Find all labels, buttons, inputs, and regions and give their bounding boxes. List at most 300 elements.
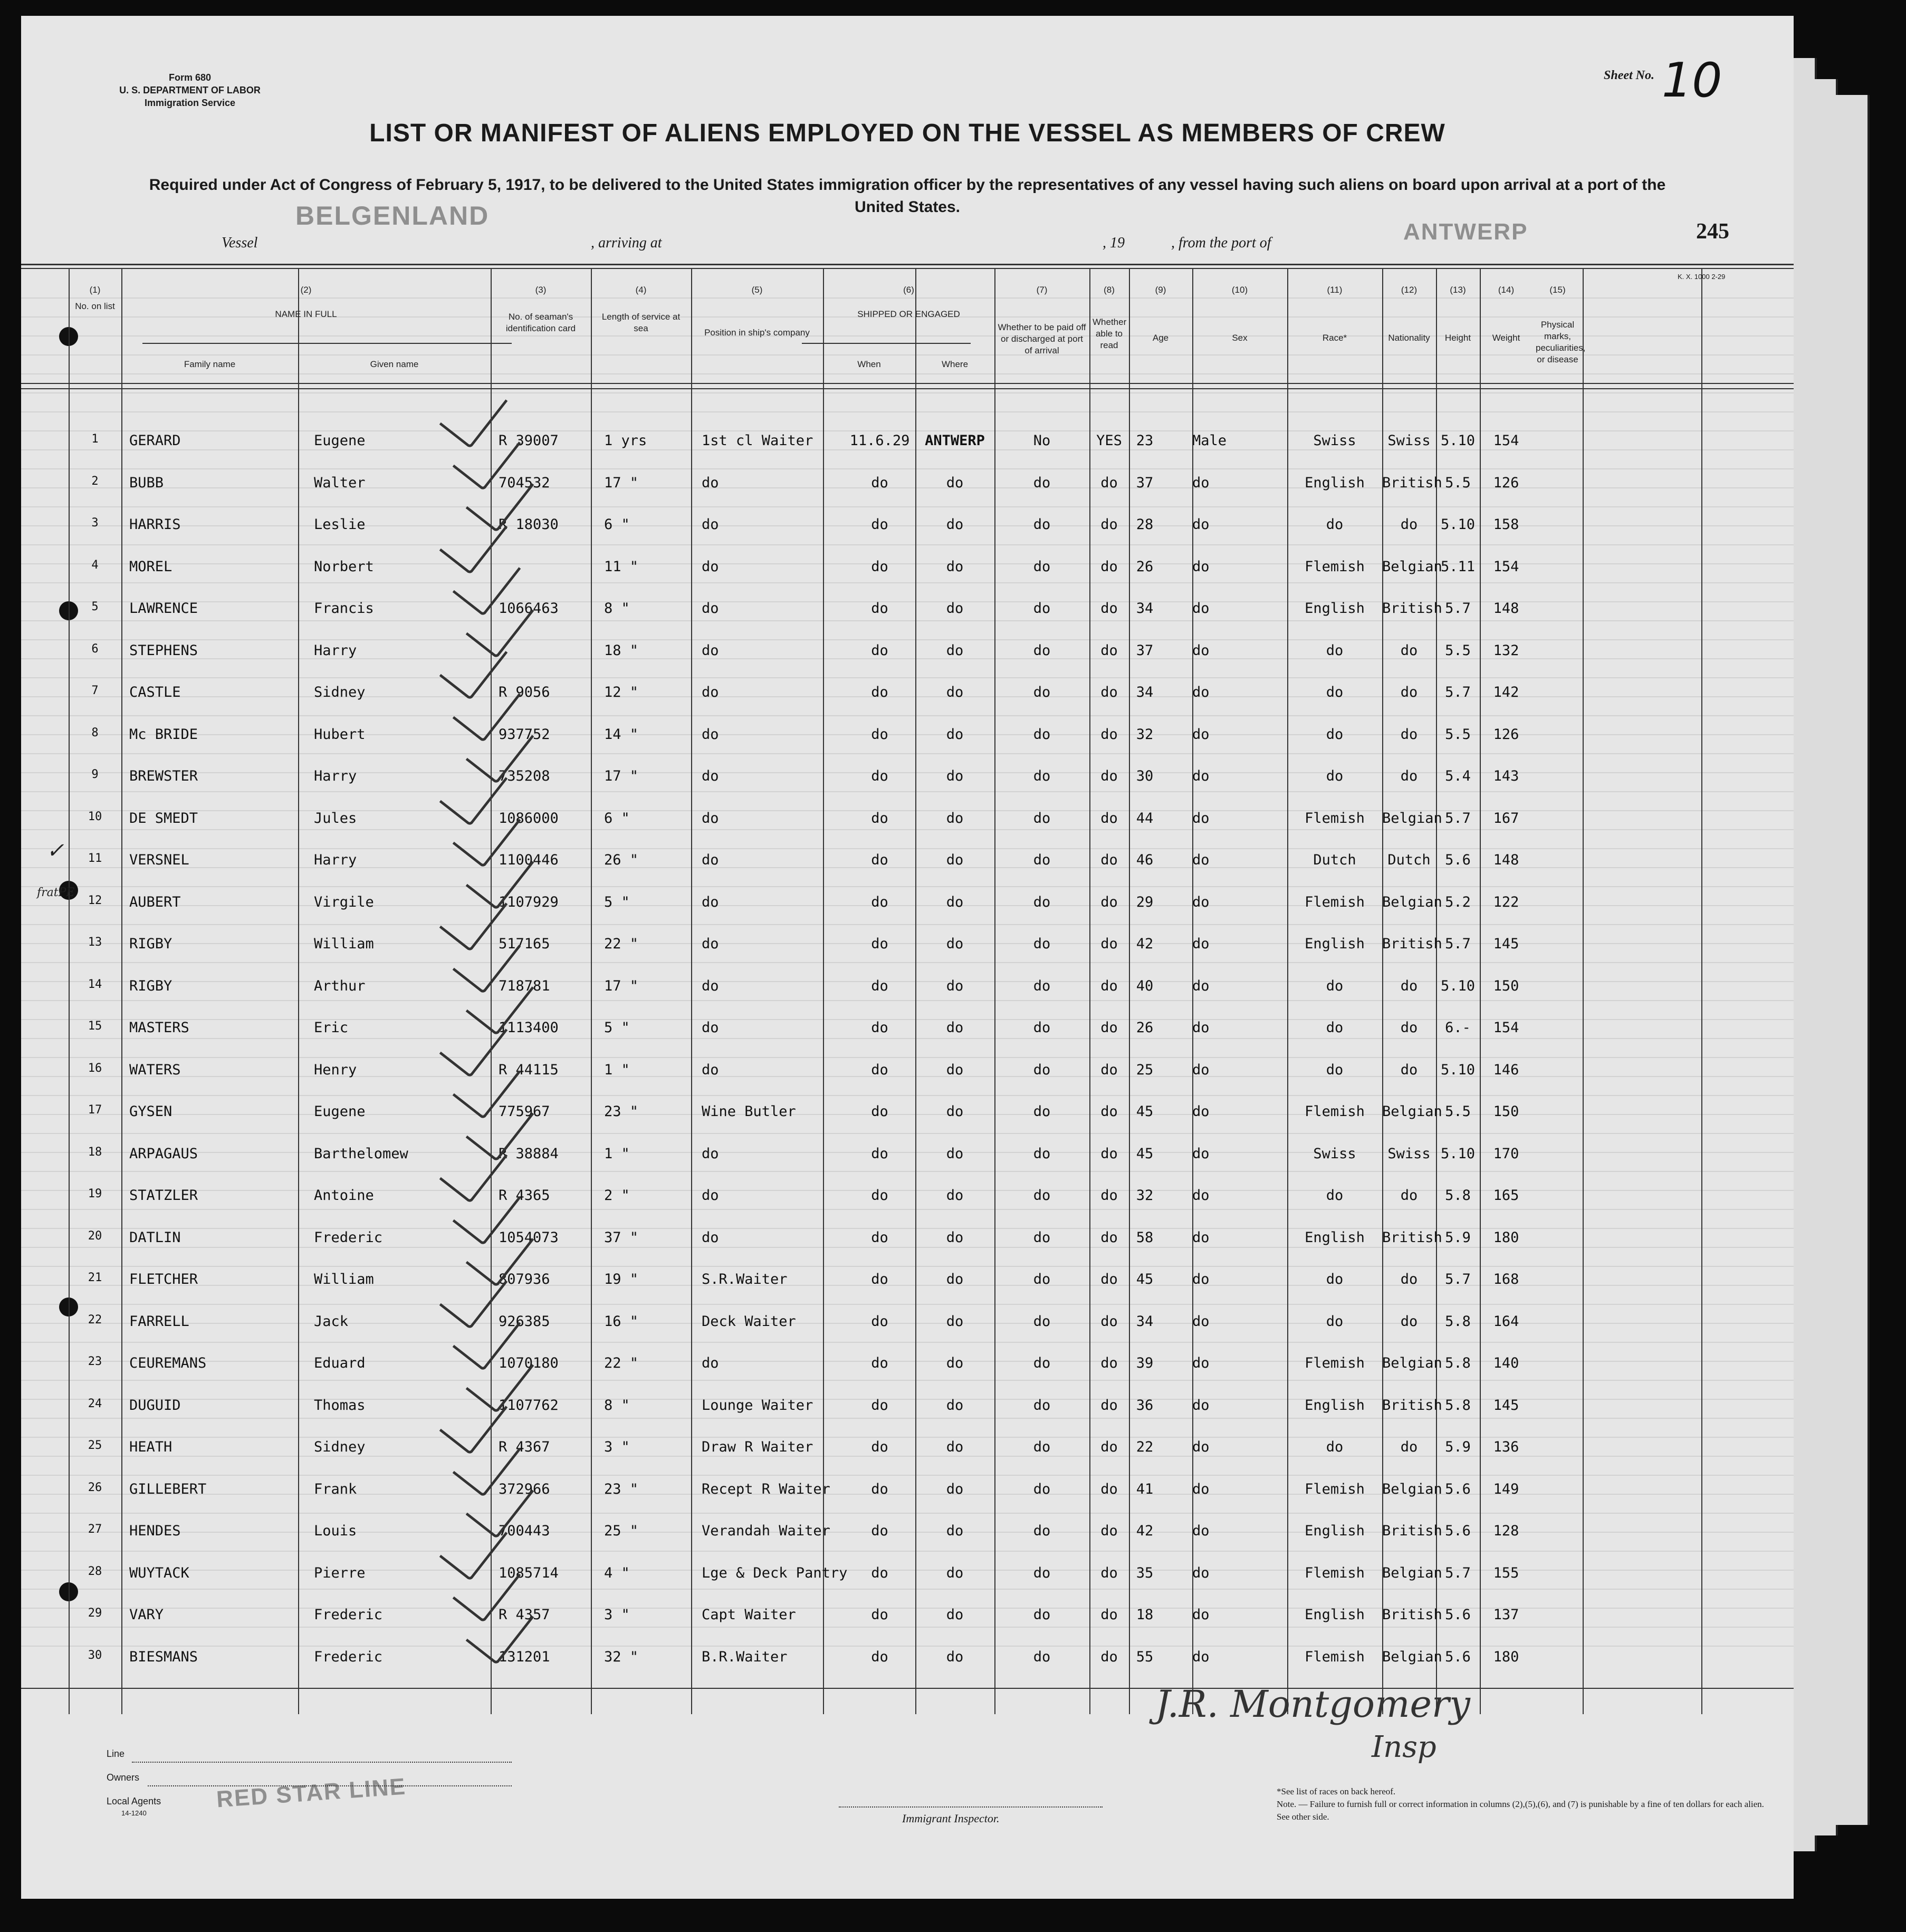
cell-card: 1107762: [499, 1397, 559, 1414]
penalty-note: Note. — Failure to furnish full or correct information in columns (2),(5),(6), and (7) is punishable by a fine of ten dollars for each alien. See other side.: [1277, 1799, 1764, 1822]
cell-card: R 4367: [499, 1439, 550, 1455]
cell-height: 5.8: [1445, 1355, 1471, 1371]
cell-given: Henry: [314, 1061, 357, 1078]
cell-n: 17: [88, 1103, 102, 1117]
cell-n: 26: [88, 1481, 102, 1494]
cell-read: do: [1100, 1061, 1118, 1078]
cell-nat: Dutch: [1387, 852, 1431, 868]
cell-nat: do: [1400, 1187, 1418, 1204]
column-header: Weight: [1492, 333, 1520, 343]
cell-paid: do: [1033, 642, 1051, 659]
cell-service: 17 ": [604, 977, 639, 994]
cell-height: 5.6: [1445, 852, 1471, 868]
owners-label: Owners: [107, 1772, 140, 1783]
cell-when: do: [871, 893, 888, 910]
cell-nat: do: [1400, 1313, 1418, 1330]
port-label: , from the port of: [1171, 235, 1271, 251]
cell-family: RIGBY: [129, 977, 173, 994]
cell-n: 30: [88, 1648, 102, 1662]
cell-service: 6 ": [604, 810, 630, 826]
header-rule: [21, 264, 1794, 265]
cell-read: do: [1100, 1103, 1118, 1120]
cell-nat: do: [1400, 642, 1418, 659]
cell-given: Norbert: [314, 558, 374, 575]
cell-height: 6.-: [1445, 1020, 1471, 1036]
cell-age: 35: [1136, 1564, 1154, 1581]
cell-weight: 145: [1493, 936, 1519, 952]
cell-nat: British: [1382, 936, 1442, 952]
cell-nat: British: [1382, 1397, 1442, 1414]
cell-where: do: [946, 516, 964, 533]
cell-nat: Belgian: [1382, 1481, 1442, 1497]
cell-sex: Male: [1192, 432, 1227, 449]
cell-position: do: [702, 1355, 719, 1371]
cell-race: Swiss: [1313, 432, 1356, 449]
cell-position: do: [702, 1229, 719, 1246]
cell-height: 5.6: [1445, 1523, 1471, 1539]
cell-nat: Swiss: [1387, 1145, 1431, 1162]
cell-nat: do: [1400, 1061, 1418, 1078]
cell-height: 5.2: [1445, 893, 1471, 910]
cell-position: do: [702, 893, 719, 910]
cell-where: do: [946, 1145, 964, 1162]
cell-weight: 180: [1493, 1648, 1519, 1665]
cell-card: 704532: [499, 474, 550, 491]
cell-read: do: [1100, 1397, 1118, 1414]
cell-race: English: [1305, 474, 1365, 491]
cell-height: 5.10: [1440, 432, 1476, 449]
cell-sex: do: [1192, 1145, 1210, 1162]
table-bottom-rule: [21, 1688, 1794, 1689]
cell-where: do: [946, 558, 964, 575]
column-rule: [1583, 269, 1584, 1714]
cell-read: do: [1100, 558, 1118, 575]
cell-race: do: [1326, 642, 1344, 659]
form-header: [95, 71, 285, 109]
cell-read: do: [1100, 977, 1118, 994]
cell-weight: 136: [1493, 1439, 1519, 1455]
cell-height: 5.10: [1440, 1061, 1476, 1078]
cell-weight: 140: [1493, 1355, 1519, 1371]
column-number: (3): [535, 285, 547, 295]
header-rule: [21, 268, 1794, 269]
cell-height: 5.7: [1445, 810, 1471, 826]
cell-family: LAWRENCE: [129, 600, 198, 617]
cell-card: R 18030: [499, 516, 559, 533]
cell-given: Francis: [314, 600, 374, 617]
cell-weight: 122: [1493, 893, 1519, 910]
cell-sex: do: [1192, 642, 1210, 659]
cell-family: FLETCHER: [129, 1271, 198, 1287]
cell-family: CEUREMANS: [129, 1355, 207, 1371]
cell-sex: do: [1192, 1271, 1210, 1287]
cell-race: English: [1305, 600, 1365, 617]
column-header: Length of service at sea: [601, 312, 681, 333]
year-label: , 19: [1103, 235, 1125, 251]
cell-position: do: [702, 768, 719, 784]
cell-service: 17 ": [604, 768, 639, 784]
column-number: (14): [1498, 285, 1515, 295]
cell-read: do: [1100, 1229, 1118, 1246]
cell-weight: 168: [1493, 1271, 1519, 1287]
cell-where: do: [946, 726, 964, 743]
cell-family: Mc BRIDE: [129, 726, 198, 743]
service-name: Immigration Service: [144, 98, 236, 108]
cell-height: 5.7: [1445, 600, 1471, 617]
cell-height: 5.7: [1445, 684, 1471, 700]
cell-height: 5.6: [1445, 1607, 1471, 1623]
cell-age: 34: [1136, 1313, 1154, 1330]
cell-height: 5.6: [1445, 1648, 1471, 1665]
cell-position: do: [702, 977, 719, 994]
cell-card: 131201: [499, 1648, 550, 1665]
column-header: NAME IN FULL: [275, 309, 337, 319]
cell-paid: do: [1033, 1229, 1051, 1246]
cell-paid: do: [1033, 558, 1051, 575]
cell-age: 45: [1136, 1145, 1154, 1162]
cell-given: Jack: [314, 1313, 349, 1330]
cell-when: do: [871, 1313, 888, 1330]
cell-where: do: [946, 1313, 964, 1330]
cell-given: Frederic: [314, 1229, 383, 1246]
cell-race: Flemish: [1305, 1481, 1365, 1497]
cell-card: R 4365: [499, 1187, 550, 1204]
cell-family: FARRELL: [129, 1313, 189, 1330]
cell-where: do: [946, 1523, 964, 1539]
shipped-subheader-rule: [802, 343, 971, 344]
cell-given: Pierre: [314, 1564, 366, 1581]
cell-family: GYSEN: [129, 1103, 173, 1120]
cell-age: 23: [1136, 432, 1154, 449]
cell-read: do: [1100, 474, 1118, 491]
column-header: Whether able to read: [1093, 317, 1127, 350]
cell-when: do: [871, 1271, 888, 1287]
cell-paid: do: [1033, 768, 1051, 784]
column-number: (13): [1450, 285, 1466, 295]
column-header: No. of seaman's identification card: [505, 312, 576, 333]
cell-position: Verandah Waiter: [702, 1523, 830, 1539]
cell-where: do: [946, 1481, 964, 1497]
cell-nat: do: [1400, 768, 1418, 784]
cell-paid: do: [1033, 1564, 1051, 1581]
column-subheader: Given name: [370, 359, 419, 369]
cell-service: 3 ": [604, 1439, 630, 1455]
cell-where: do: [946, 474, 964, 491]
signature-title: Insp: [1372, 1730, 1436, 1764]
cell-when: do: [871, 1187, 888, 1204]
cell-race: do: [1326, 1020, 1344, 1036]
cell-read: do: [1100, 936, 1118, 952]
cell-n: 4: [91, 558, 99, 572]
cell-age: 34: [1136, 600, 1154, 617]
cell-when: do: [871, 1607, 888, 1623]
cell-age: 29: [1136, 893, 1154, 910]
cell-when: do: [871, 1229, 888, 1246]
cell-given: Frank: [314, 1481, 357, 1497]
cell-given: Harry: [314, 642, 357, 659]
column-number: (2): [300, 285, 312, 295]
cell-when: do: [871, 936, 888, 952]
cell-service: 22 ": [604, 936, 639, 952]
cell-read: YES: [1096, 432, 1122, 449]
cell-weight: 165: [1493, 1187, 1519, 1204]
cell-weight: 128: [1493, 1523, 1519, 1539]
cell-position: Wine Butler: [702, 1103, 796, 1120]
cell-weight: 148: [1493, 852, 1519, 868]
line-field: [132, 1762, 512, 1763]
cell-paid: do: [1033, 1523, 1051, 1539]
cell-race: Flemish: [1305, 558, 1365, 575]
cell-family: VARY: [129, 1607, 164, 1623]
column-rule: [591, 269, 592, 1714]
cell-n: 5: [91, 600, 99, 613]
cell-position: S.R.Waiter: [702, 1271, 788, 1287]
column-rule: [691, 269, 692, 1714]
cell-position: do: [702, 936, 719, 952]
cell-race: Dutch: [1313, 852, 1356, 868]
cell-weight: 150: [1493, 1103, 1519, 1120]
cell-read: do: [1100, 1313, 1118, 1330]
margin-check-mark: ✓: [46, 839, 64, 863]
cell-height: 5.11: [1440, 558, 1476, 575]
column-number: (12): [1401, 285, 1417, 295]
cell-read: do: [1100, 684, 1118, 700]
cell-card: 1085714: [499, 1564, 559, 1581]
cell-given: Eugene: [314, 1103, 366, 1120]
cell-nat: Belgian: [1382, 1355, 1442, 1371]
cell-age: 30: [1136, 768, 1154, 784]
cell-weight: 155: [1493, 1564, 1519, 1581]
cell-when: do: [871, 852, 888, 868]
cell-position: do: [702, 1145, 719, 1162]
cell-when: do: [871, 1648, 888, 1665]
cell-family: RIGBY: [129, 936, 173, 952]
cell-card: 718781: [499, 977, 550, 994]
cell-where: ANTWERP: [925, 432, 985, 449]
cell-paid: do: [1033, 1020, 1051, 1036]
cell-service: 37 ": [604, 1229, 639, 1246]
cell-paid: do: [1033, 1313, 1051, 1330]
cell-age: 37: [1136, 474, 1154, 491]
cell-paid: do: [1033, 474, 1051, 491]
cell-family: BUBB: [129, 474, 164, 491]
cell-when: do: [871, 1103, 888, 1120]
cell-paid: do: [1033, 1397, 1051, 1414]
cell-sex: do: [1192, 1397, 1210, 1414]
cell-service: 5 ": [604, 1020, 630, 1036]
race-note: *See list of races on back hereof.: [1277, 1786, 1396, 1796]
cell-read: do: [1100, 642, 1118, 659]
red-star-line-stamp: RED STAR LINE: [215, 1773, 407, 1813]
cell-sex: do: [1192, 977, 1210, 994]
cell-sex: do: [1192, 1607, 1210, 1623]
column-header: Whether to be paid off or discharged at port of arrival: [998, 322, 1086, 355]
arriving-label: , arriving at: [591, 235, 662, 251]
cell-age: 58: [1136, 1229, 1154, 1246]
cell-n: 15: [88, 1020, 102, 1033]
cell-race: Flemish: [1305, 893, 1365, 910]
cell-n: 3: [91, 516, 99, 530]
cell-height: 5.10: [1440, 977, 1476, 994]
cell-when: do: [871, 1145, 888, 1162]
cell-service: 32 ": [604, 1648, 639, 1665]
cell-when: do: [871, 600, 888, 617]
cell-given: William: [314, 936, 374, 952]
cell-where: do: [946, 1103, 964, 1120]
column-number: (4): [635, 285, 647, 295]
cell-family: GILLEBERT: [129, 1481, 207, 1497]
cell-sex: do: [1192, 768, 1210, 784]
cell-where: do: [946, 1648, 964, 1665]
cell-card: 1066463: [499, 600, 559, 617]
cell-read: do: [1100, 1523, 1118, 1539]
cell-height: 5.7: [1445, 936, 1471, 952]
column-header: Physical marks, peculiarities, or disease: [1536, 320, 1586, 364]
cell-card: 1107929: [499, 893, 559, 910]
name-subheader-rule: [142, 343, 512, 344]
cell-position: do: [702, 810, 719, 826]
manifest-sheet: [21, 16, 1794, 1899]
cell-age: 26: [1136, 1020, 1154, 1036]
cell-paid: do: [1033, 810, 1051, 826]
cell-where: do: [946, 893, 964, 910]
cell-read: do: [1100, 1355, 1118, 1371]
cell-n: 6: [91, 642, 99, 656]
cell-race: English: [1305, 1397, 1365, 1414]
column-number: (9): [1155, 285, 1166, 295]
cell-position: 1st cl Waiter: [702, 432, 813, 449]
cell-nat: British: [1382, 1607, 1442, 1623]
cell-where: do: [946, 1564, 964, 1581]
cell-n: 9: [91, 768, 99, 781]
cell-sex: do: [1192, 1439, 1210, 1455]
cell-family: STEPHENS: [129, 642, 198, 659]
cell-sex: do: [1192, 474, 1210, 491]
cell-when: do: [871, 977, 888, 994]
column-number: (11): [1327, 285, 1343, 295]
port-name-stamp: ANTWERP: [1403, 219, 1528, 245]
cell-n: 16: [88, 1061, 102, 1075]
inspector-label: Immigrant Inspector.: [902, 1812, 1000, 1825]
cell-card: 1113400: [499, 1020, 559, 1036]
cell-read: do: [1100, 1481, 1118, 1497]
cell-given: Sidney: [314, 684, 366, 700]
cell-read: do: [1100, 600, 1118, 617]
cell-where: do: [946, 1607, 964, 1623]
cell-race: do: [1326, 1439, 1344, 1455]
cell-service: 19 ": [604, 1271, 639, 1287]
column-number: (5): [751, 285, 763, 295]
cell-n: 13: [88, 936, 102, 949]
cell-height: 5.7: [1445, 1564, 1471, 1581]
cell-family: HEATH: [129, 1439, 173, 1455]
column-header: Sex: [1232, 333, 1248, 343]
cell-paid: do: [1033, 1187, 1051, 1204]
cell-race: Flemish: [1305, 1103, 1365, 1120]
cell-sex: do: [1192, 1020, 1210, 1036]
manifest-subtitle: Required under Act of Congress of February 5, 1917, to be delivered to the United States immigration officer by the representatives of any vessel having such aliens on board upon arrival at a port of the United States.: [149, 176, 1666, 216]
cell-service: 11 ": [604, 558, 639, 575]
cell-service: 23 ": [604, 1103, 639, 1120]
column-subheader: Family name: [184, 359, 236, 369]
column-rule: [823, 269, 824, 1714]
cell-read: do: [1100, 893, 1118, 910]
cell-n: 19: [88, 1187, 102, 1200]
cell-n: 12: [88, 893, 102, 907]
cell-given: Barthelomew: [314, 1145, 408, 1162]
cell-card: 1100446: [499, 852, 559, 868]
cell-height: 5.8: [1445, 1187, 1471, 1204]
column-subheader: When: [857, 359, 881, 369]
cell-nat: Belgian: [1382, 1564, 1442, 1581]
cell-where: do: [946, 1271, 964, 1287]
cell-card: 1054073: [499, 1229, 559, 1246]
cell-where: do: [946, 1020, 964, 1036]
cell-age: 28: [1136, 516, 1154, 533]
cell-nat: British: [1382, 1229, 1442, 1246]
cell-position: Lge & Deck Pantry: [702, 1564, 848, 1581]
cell-given: Antoine: [314, 1187, 374, 1204]
cell-weight: 126: [1493, 474, 1519, 491]
cell-n: 23: [88, 1355, 102, 1368]
cell-where: do: [946, 977, 964, 994]
cell-race: English: [1305, 1229, 1365, 1246]
cell-service: 8 ": [604, 1397, 630, 1414]
cell-card: 735208: [499, 768, 550, 784]
cell-paid: do: [1033, 893, 1051, 910]
column-header: Height: [1444, 333, 1471, 343]
cell-height: 5.4: [1445, 768, 1471, 784]
cell-race: do: [1326, 1313, 1344, 1330]
cell-service: 26 ": [604, 852, 639, 868]
cell-position: do: [702, 1187, 719, 1204]
cell-age: 39: [1136, 1355, 1154, 1371]
cell-given: Frederic: [314, 1648, 383, 1665]
cell-age: 37: [1136, 642, 1154, 659]
cell-race: Flemish: [1305, 1564, 1365, 1581]
cell-card: 775967: [499, 1103, 550, 1120]
vessel-label: Vessel: [222, 235, 258, 251]
column-number: (6): [903, 285, 914, 295]
cell-where: do: [946, 768, 964, 784]
cell-service: 25 ": [604, 1523, 639, 1539]
cell-n: 11: [88, 852, 102, 865]
cell-read: do: [1100, 810, 1118, 826]
cell-position: do: [702, 642, 719, 659]
cell-nat: do: [1400, 516, 1418, 533]
sheet-number: 10: [1662, 53, 1722, 108]
cell-n: 18: [88, 1145, 102, 1159]
column-rule: [1701, 269, 1702, 1714]
cell-when: do: [871, 1020, 888, 1036]
cell-service: 23 ": [604, 1481, 639, 1497]
cell-card: R 38884: [499, 1145, 559, 1162]
cell-paid: do: [1033, 1103, 1051, 1120]
cell-given: Hubert: [314, 726, 366, 743]
agents-code: 14-1240: [121, 1809, 147, 1817]
cell-weight: 154: [1493, 1020, 1519, 1036]
cell-position: do: [702, 684, 719, 700]
cell-sex: do: [1192, 1564, 1210, 1581]
cell-age: 42: [1136, 1523, 1154, 1539]
cell-when: do: [871, 1397, 888, 1414]
agents-label: Local Agents: [107, 1796, 161, 1806]
cell-given: Jules: [314, 810, 357, 826]
cell-nat: do: [1400, 1020, 1418, 1036]
cell-position: do: [702, 558, 719, 575]
cell-n: 22: [88, 1313, 102, 1327]
department-name: U. S. DEPARTMENT OF LABOR: [119, 85, 261, 95]
